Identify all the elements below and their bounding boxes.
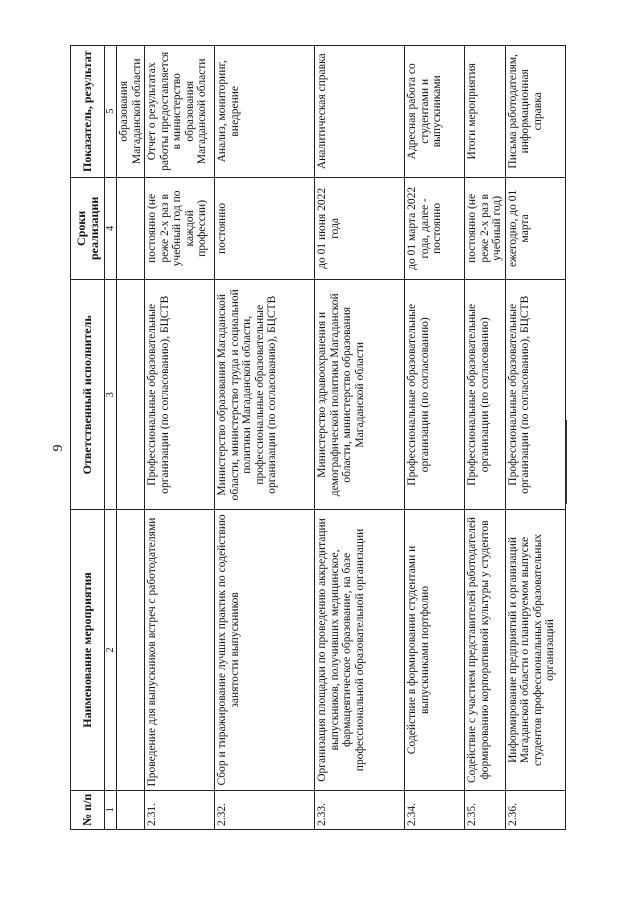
col-number: 1 (105, 790, 117, 829)
table-row (405, 46, 465, 830)
row-result: Аналитическая справка (315, 46, 405, 178)
header-term: Сроки реализации (71, 177, 105, 280)
row-executor: Профессиональные образовательные организации (по согласованию), БЦСТВ (145, 280, 215, 510)
table-row (145, 46, 215, 830)
row-executor: Профессиональные образовательные организации (по согласованию) (405, 280, 465, 510)
col-number: 4 (105, 177, 117, 280)
col-number: 2 (105, 510, 117, 790)
row-executor: Профессиональные образовательные организации (по согласованию) (465, 280, 506, 510)
row-num: 2.36. (505, 790, 565, 829)
row-result: Итоги мероприятия (465, 46, 506, 178)
row-name: Информирование предприятий и организаций Магаданской области о планируемом выпуске студентов профессиональных образовательных организаций (505, 510, 565, 790)
row-term: постоянно (215, 177, 315, 280)
table-row (465, 46, 506, 830)
header-name: Наименование мероприятия (71, 510, 105, 790)
row-num: 2.32. (215, 790, 315, 829)
column-numbers-row (105, 46, 117, 830)
table-row (505, 46, 565, 830)
row-result: Адресная работа со студентами и выпускниками (405, 46, 465, 178)
header-executor: Ответственный исполнитель (71, 280, 105, 510)
row-num: 2.33. (315, 790, 405, 829)
row-num: 2.34. (405, 790, 465, 829)
rotated-table-container (70, 45, 590, 830)
row-result: Отчет о результатах работы предоставляется в министерство образования Магаданской области (145, 46, 215, 178)
row-name: Сбор и тиражирование лучших практик по содействию занятости выпускников (215, 510, 315, 790)
row-term: до 01 марта 2022 года, далее - постоянно (405, 177, 465, 280)
table-row (315, 46, 405, 830)
row-term: постоянно (не реже 2-х раз в учебный год) (465, 177, 506, 280)
col-number: 3 (105, 280, 117, 510)
measures-table (70, 45, 566, 830)
continuation-result: образования Магаданской области (117, 46, 145, 178)
header-result: Показатель, результат (71, 46, 105, 178)
row-executor: Министерство образования Магаданской области, министерство труда и социальной политики Магаданской области, профессиональные образовательные организации (по согласованию), БЦСТВ (215, 280, 315, 510)
header-num: № п/п (71, 790, 105, 829)
row-name: Содействие в формировании студентами и выпускниками портфолио (405, 510, 465, 790)
row-term: ежегодно, до 01 марта (505, 177, 565, 280)
row-executor: Профессиональные образовательные организации (по согласованию), БЦСТВ (505, 280, 565, 510)
row-num: 2.31. (145, 790, 215, 829)
row-executor: Министерство здравоохранения и демографической политики Магаданской области, министерство образования Магаданской области (315, 280, 405, 510)
col-number: 5 (105, 46, 117, 178)
row-num: 2.35. (465, 790, 506, 829)
row-term: до 01 июня 2022 года (315, 177, 405, 280)
row-name: Проведение для выпускников встреч с работодателями (145, 510, 215, 790)
row-name: Организация площадки по проведению аккредитации выпускников, получивших медицинское, фармацевтическое образование, на базе профессиональной образовательной организации (315, 510, 405, 790)
row-result: Анализ, мониторинг, внедрение (215, 46, 315, 178)
table-row (215, 46, 315, 830)
continuation-row (117, 46, 145, 830)
row-term: постоянно (не реже 2-х раз в учебный год по каждой профессии) (145, 177, 215, 280)
row-result: Письма работодателям, информационная справка (505, 46, 565, 178)
row-name: Содействие с участием представителей работодателей формированию корпоративной культуры у студентов (465, 510, 506, 790)
page-number: 9 (51, 444, 66, 452)
header-row (71, 46, 105, 830)
